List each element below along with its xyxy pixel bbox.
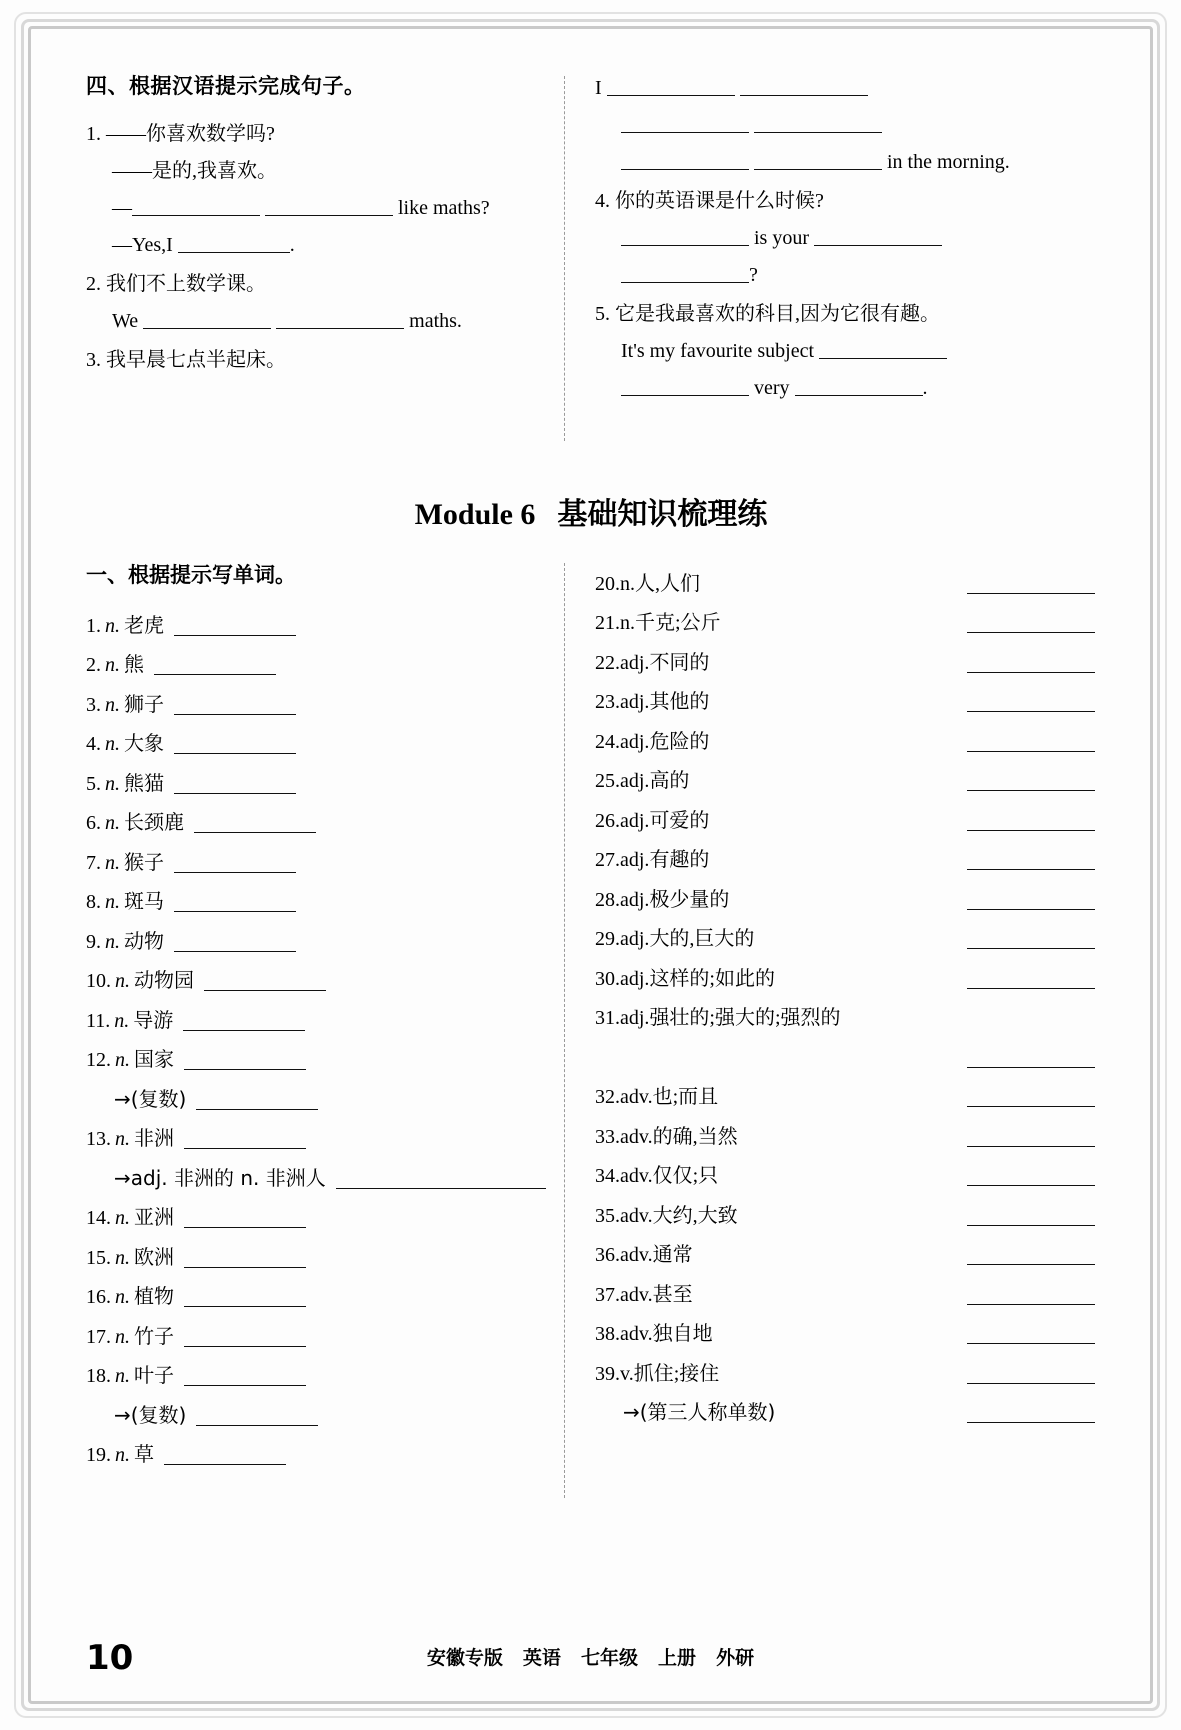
answer-line[interactable]	[967, 751, 1095, 752]
word-text: 狮子	[124, 693, 164, 716]
word-item	[86, 957, 546, 997]
word-number: 4.	[86, 733, 101, 755]
word-number: 2.	[86, 654, 101, 676]
word-text: 通常	[652, 1244, 693, 1266]
word-number: 19.	[86, 1444, 111, 1466]
word-item	[595, 796, 1095, 836]
question-2-prompt: 我们不上数学课。	[106, 273, 266, 295]
word-item	[595, 757, 1095, 797]
question-1	[86, 116, 546, 264]
word-number: 36.	[595, 1244, 620, 1266]
answer-line[interactable]	[164, 1464, 286, 1465]
dash-mark: —	[112, 197, 132, 219]
answer-line[interactable]	[174, 793, 296, 794]
answer-line[interactable]	[967, 1185, 1095, 1186]
word-pos: adj.	[620, 928, 650, 950]
word-text: 大约,大致	[652, 1204, 738, 1227]
fill-blank[interactable]	[178, 232, 290, 253]
word-number: 11.	[86, 1009, 111, 1032]
fill-blank[interactable]	[143, 308, 271, 329]
question-1-period: .	[289, 234, 295, 256]
module-heading	[86, 489, 1096, 533]
word-text: 熊猫	[124, 772, 164, 795]
word-item	[595, 1152, 1095, 1192]
question-3-answer	[595, 70, 1095, 181]
word-number: 12.	[86, 1049, 111, 1071]
word-number: 33.	[595, 1125, 620, 1148]
word-item	[595, 1191, 1095, 1231]
word-item	[595, 1310, 1095, 1350]
word-number: 22.	[595, 651, 620, 674]
word-number: 16.	[86, 1286, 111, 1308]
word-item-wrap-line	[595, 1033, 1095, 1073]
word-pos: adj.	[620, 691, 650, 713]
word-pos: n.	[105, 693, 120, 716]
word-text: 熊	[124, 654, 144, 676]
question-1-prompt: ——你喜欢数学吗?	[106, 123, 275, 145]
page-footer	[86, 1632, 1095, 1678]
answer-line[interactable]	[967, 1304, 1095, 1305]
word-number: 37.	[595, 1283, 620, 1306]
page-content	[86, 70, 1096, 1600]
word-number: 13.	[86, 1128, 111, 1150]
question-5-answer-line-2	[595, 370, 1095, 407]
page-number: 10	[86, 1638, 134, 1678]
module-title: 基础知识梳理练	[557, 497, 768, 532]
fill-blank[interactable]	[795, 375, 923, 396]
answer-line[interactable]	[967, 830, 1095, 831]
word-pos: n.	[115, 970, 130, 992]
word-text: 不同的	[649, 651, 710, 674]
word-text: 大的,巨大的	[649, 928, 755, 950]
word-pos: n.	[620, 612, 635, 634]
word-item	[86, 720, 546, 760]
answer-line[interactable]	[196, 1425, 318, 1426]
word-number: 29.	[595, 928, 620, 950]
word-number: 15.	[86, 1246, 111, 1269]
answer-line[interactable]	[183, 1030, 305, 1031]
word-number: 26.	[595, 809, 620, 832]
fill-blank[interactable]	[819, 338, 947, 359]
fill-blank[interactable]	[754, 149, 882, 170]
question-4-answer-line-2	[595, 257, 1095, 294]
word-pos: n.	[115, 1207, 130, 1229]
word-item	[86, 759, 546, 799]
question-5-period: .	[922, 377, 928, 399]
word-text: 欧洲	[134, 1246, 174, 1269]
word-pos: adv.	[620, 1125, 653, 1148]
answer-line[interactable]	[967, 1146, 1095, 1147]
word-text: 竹子	[134, 1325, 174, 1348]
word-pos: adv.	[620, 1086, 653, 1108]
answer-line[interactable]	[967, 988, 1095, 989]
question-2-tail: maths.	[409, 310, 462, 332]
word-subitem	[86, 1391, 546, 1431]
exercise-left-column	[86, 70, 564, 455]
word-item	[86, 996, 546, 1036]
word-subitem	[595, 1389, 1095, 1429]
answer-line[interactable]	[184, 1385, 306, 1386]
word-text: 极少量的	[649, 888, 730, 911]
word-text: 千克;公斤	[635, 612, 721, 634]
module-number: Module 6	[414, 498, 536, 531]
word-item	[595, 678, 1095, 718]
question-3	[86, 342, 546, 379]
word-text: 非洲	[134, 1128, 174, 1150]
question-4	[595, 183, 1095, 294]
question-2-number: 2.	[86, 273, 106, 295]
answer-line[interactable]	[967, 1383, 1095, 1384]
answer-line[interactable]	[967, 1264, 1095, 1265]
question-4-tail: ?	[749, 264, 758, 286]
word-number: 5.	[86, 772, 101, 795]
answer-line[interactable]	[184, 1306, 306, 1307]
word-item	[595, 1231, 1095, 1271]
exercise-right-column	[565, 70, 1095, 455]
word-pos: adj.	[620, 1007, 650, 1029]
word-number: 8.	[86, 891, 101, 913]
word-number: 30.	[595, 967, 620, 990]
word-number: 34.	[595, 1165, 620, 1187]
footer-subject: 英语	[522, 1647, 561, 1669]
answer-line[interactable]	[174, 753, 296, 754]
answer-line[interactable]	[967, 711, 1095, 712]
fill-blank[interactable]	[607, 75, 735, 96]
answer-line[interactable]	[967, 593, 1095, 594]
question-2-we: We	[112, 310, 139, 332]
question-5	[595, 296, 1095, 407]
word-pos: n.	[115, 1246, 130, 1269]
answer-line[interactable]	[196, 1109, 318, 1110]
answer-line[interactable]	[154, 674, 276, 675]
word-text: 也;而且	[652, 1086, 719, 1108]
question-3-prompt: 我早晨七点半起床。	[106, 349, 286, 371]
word-pos: adj.	[620, 730, 650, 753]
word-item	[595, 1112, 1095, 1152]
word-item	[595, 915, 1095, 955]
question-5-answer-line-1	[595, 333, 1095, 370]
word-item	[86, 917, 546, 957]
word-number: 3.	[86, 693, 101, 716]
word-text: 的确,当然	[652, 1125, 738, 1148]
word-section	[86, 559, 1096, 1498]
word-item	[595, 1270, 1095, 1310]
answer-line[interactable]	[204, 990, 326, 991]
word-number: 24.	[595, 730, 620, 753]
word-item	[595, 559, 1095, 599]
word-item	[595, 1073, 1095, 1113]
word-text: 仅仅;只	[652, 1165, 719, 1187]
answer-line[interactable]	[194, 832, 316, 833]
word-item	[86, 878, 546, 918]
fill-blank[interactable]	[621, 262, 749, 283]
word-number: 9.	[86, 930, 101, 953]
word-section-heading: 一、根据提示写单词。	[86, 563, 296, 587]
word-pos: n.	[620, 572, 635, 595]
word-item	[86, 1115, 546, 1155]
word-text: 有趣的	[649, 849, 710, 871]
word-text: 大象	[124, 733, 164, 755]
word-item	[86, 1233, 546, 1273]
footer-grade: 七年级	[580, 1647, 638, 1669]
word-text: 国家	[134, 1049, 174, 1071]
question-2-answer-line	[86, 303, 546, 340]
answer-line[interactable]	[967, 909, 1095, 910]
question-1-yes: —Yes,I	[112, 234, 173, 256]
word-item	[595, 717, 1095, 757]
word-pos: adv.	[620, 1244, 653, 1266]
word-pos: n.	[115, 1286, 130, 1308]
word-number: 35.	[595, 1204, 620, 1227]
word-item	[86, 1036, 546, 1076]
word-pos: adj.	[620, 651, 650, 674]
word-pos: n.	[105, 733, 120, 755]
word-text: 人,人们	[635, 572, 700, 595]
footer-volume: 上册	[658, 1647, 697, 1669]
word-text: 危险的	[649, 730, 710, 753]
word-text: 动物	[124, 930, 164, 953]
question-1-answer-line-1	[86, 190, 546, 227]
question-1-prompt-b: ——是的,我喜欢。	[112, 160, 277, 182]
answer-line[interactable]	[336, 1188, 546, 1189]
word-pos: adj.	[620, 888, 650, 911]
word-text: 甚至	[652, 1283, 693, 1306]
word-text: 叶子	[134, 1365, 174, 1387]
word-text: 老虎	[124, 614, 164, 637]
word-pos: n.	[115, 1128, 130, 1150]
fill-blank[interactable]	[132, 195, 260, 216]
word-text: →(复数)	[114, 1086, 187, 1111]
answer-line[interactable]	[967, 948, 1095, 949]
question-3-number: 3.	[86, 349, 106, 371]
word-number: 32.	[595, 1086, 620, 1108]
word-number: 18.	[86, 1365, 111, 1387]
word-item	[86, 1273, 546, 1313]
word-pos: n.	[105, 812, 120, 834]
word-text: 这样的;如此的	[649, 967, 775, 990]
footer-region: 安徽专版	[426, 1647, 503, 1669]
word-pos: n.	[105, 654, 120, 676]
answer-line[interactable]	[967, 672, 1095, 673]
answer-line[interactable]	[184, 1346, 306, 1347]
word-pos: adv.	[620, 1204, 653, 1227]
word-text: 亚洲	[134, 1207, 174, 1229]
word-text: →(复数)	[114, 1402, 187, 1427]
word-number: 10.	[86, 970, 111, 992]
answer-line[interactable]	[184, 1069, 306, 1070]
word-item	[86, 1431, 546, 1471]
word-pos: n.	[105, 891, 120, 913]
answer-line[interactable]	[174, 714, 296, 715]
fill-blank[interactable]	[814, 225, 942, 246]
word-item	[86, 601, 546, 641]
question-3-tail: in the morning.	[887, 151, 1010, 173]
word-item	[86, 838, 546, 878]
word-item	[595, 875, 1095, 915]
word-number: 21.	[595, 612, 620, 634]
word-text: 可爱的	[649, 809, 710, 832]
answer-line[interactable]	[967, 1067, 1095, 1068]
word-number: 39.	[595, 1362, 620, 1385]
word-item	[86, 1312, 546, 1352]
answer-line[interactable]	[967, 1106, 1095, 1107]
word-pos: n.	[105, 851, 120, 874]
exercise-four-heading: 四、根据汉语提示完成句子。	[86, 74, 366, 98]
question-4-answer-line-1	[595, 220, 1095, 257]
footer-publisher: 外研	[716, 1647, 755, 1669]
answer-line[interactable]	[967, 632, 1095, 633]
word-pos: n.	[114, 1009, 130, 1032]
word-wrap-spacer	[595, 1070, 967, 1073]
fill-blank[interactable]	[740, 75, 868, 96]
question-5-en2: very	[754, 377, 790, 399]
word-pos: n.	[105, 614, 120, 637]
answer-line[interactable]	[184, 1267, 306, 1268]
fill-blank[interactable]	[621, 149, 749, 170]
word-item	[86, 1352, 546, 1392]
word-left-column	[86, 559, 564, 1498]
word-item	[86, 641, 546, 681]
word-text: 猴子	[124, 851, 164, 874]
fill-blank[interactable]	[621, 112, 749, 133]
word-text: 其他的	[649, 691, 710, 713]
word-item	[595, 954, 1095, 994]
fill-blank[interactable]	[621, 375, 749, 396]
word-subitem	[86, 1075, 546, 1115]
word-pos: n.	[105, 772, 120, 795]
word-text: 导游	[133, 1009, 174, 1032]
fill-blank[interactable]	[621, 225, 749, 246]
word-item	[86, 680, 546, 720]
word-pos: adv.	[620, 1323, 653, 1345]
word-text: 动物园	[134, 970, 194, 992]
word-item	[86, 799, 546, 839]
question-5-number: 5.	[595, 303, 610, 325]
word-number: 14.	[86, 1207, 111, 1229]
word-pos: adv.	[620, 1283, 653, 1306]
word-text: 强壮的;强大的;强烈的	[649, 1007, 841, 1029]
word-text: →(第三人称单数)	[623, 1400, 776, 1424]
word-number: 17.	[86, 1325, 111, 1348]
question-5-en1: It's my favourite subject	[621, 340, 814, 362]
word-number: 27.	[595, 849, 620, 871]
word-number: 28.	[595, 888, 620, 911]
word-pos: adj.	[620, 809, 650, 832]
question-3-answer-line-3	[595, 144, 1095, 181]
word-text: 抓住;接住	[633, 1362, 720, 1385]
word-text: 长颈鹿	[124, 812, 184, 834]
word-subitem	[86, 1154, 546, 1194]
footer-meta	[86, 1643, 1095, 1670]
question-1-answer-line-2	[86, 227, 546, 264]
question-4-mid: is your	[754, 227, 809, 249]
word-number: 38.	[595, 1323, 620, 1345]
answer-line[interactable]	[967, 790, 1095, 791]
word-number: 31.	[595, 1007, 620, 1029]
fill-blank[interactable]	[265, 195, 393, 216]
word-pos: adj.	[620, 967, 650, 990]
answer-line[interactable]	[174, 911, 296, 912]
word-item	[595, 638, 1095, 678]
word-text: 斑马	[124, 891, 164, 913]
word-pos: n.	[115, 1049, 130, 1071]
word-right-column	[565, 559, 1095, 1498]
answer-line[interactable]	[174, 635, 296, 636]
word-pos: adv.	[620, 1165, 653, 1187]
word-pos: n.	[115, 1325, 130, 1348]
word-text: 草	[134, 1444, 154, 1466]
answer-line[interactable]	[967, 1343, 1095, 1344]
word-number: 20.	[595, 572, 620, 595]
word-pos: adj.	[620, 770, 650, 792]
word-pos: n.	[105, 930, 120, 953]
fill-blank[interactable]	[754, 112, 882, 133]
question-2	[86, 266, 546, 340]
question-3-answer-line-2	[595, 107, 1095, 144]
answer-line[interactable]	[174, 951, 296, 952]
word-item	[595, 1349, 1095, 1389]
word-item	[595, 599, 1095, 639]
word-item	[595, 836, 1095, 876]
word-pos: n.	[115, 1444, 130, 1466]
word-number: 6.	[86, 812, 101, 834]
question-5-prompt: 它是我最喜欢的科目,因为它很有趣。	[615, 303, 940, 325]
word-number: 1.	[86, 614, 101, 637]
answer-line[interactable]	[967, 1422, 1095, 1423]
question-4-prompt: 你的英语课是什么时候?	[615, 190, 824, 212]
question-3-subject: I	[595, 77, 602, 99]
word-item	[595, 994, 1095, 1034]
answer-line[interactable]	[174, 872, 296, 873]
word-number: 7.	[86, 851, 101, 874]
word-item	[86, 1194, 546, 1234]
answer-line[interactable]	[184, 1227, 306, 1228]
question-4-number: 4.	[595, 190, 610, 212]
question-1-tail: like maths?	[398, 197, 490, 219]
word-pos: v.	[620, 1362, 634, 1385]
word-text: 独自地	[652, 1323, 713, 1345]
question-1-number: 1.	[86, 123, 106, 145]
answer-line[interactable]	[184, 1148, 306, 1149]
fill-blank[interactable]	[276, 308, 404, 329]
word-text: 高的	[649, 770, 690, 792]
word-number: 25.	[595, 770, 620, 792]
exercise-four-block	[86, 70, 1096, 455]
word-number: 23.	[595, 691, 620, 713]
answer-line[interactable]	[967, 1225, 1095, 1226]
answer-line[interactable]	[967, 869, 1095, 870]
word-text: 植物	[134, 1286, 174, 1308]
word-text: →adj. 非洲的 n. 非洲人	[114, 1165, 326, 1190]
word-pos: n.	[115, 1365, 130, 1387]
word-pos: adj.	[620, 849, 650, 871]
